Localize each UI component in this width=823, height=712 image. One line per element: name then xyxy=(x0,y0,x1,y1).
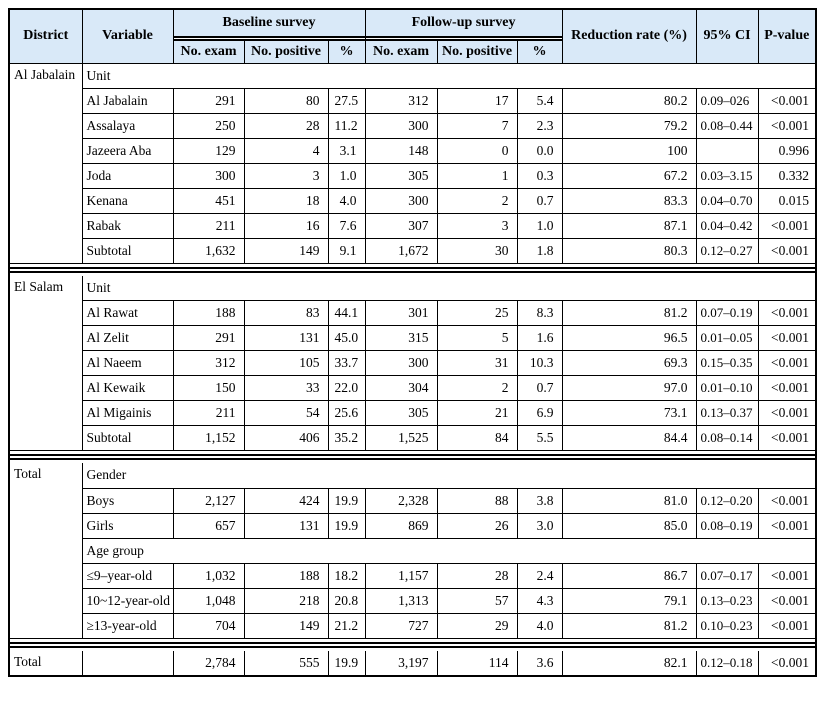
followup-percent-cell: 3.6 xyxy=(517,651,562,676)
baseline-positive-cell: 188 xyxy=(244,563,328,588)
ci-cell: 0.12–0.20 xyxy=(696,488,758,513)
section-divider-cell xyxy=(9,638,816,651)
section-divider-cell xyxy=(9,263,816,276)
baseline-positive-cell: 3 xyxy=(244,163,328,188)
table-row xyxy=(9,401,816,426)
followup-exam-cell: 2,328 xyxy=(365,488,437,513)
header-district: District xyxy=(9,9,82,63)
table-row xyxy=(9,113,816,138)
pvalue-cell: <0.001 xyxy=(758,88,816,113)
variable-cell: 10~12-year-old xyxy=(82,588,173,613)
reduction-rate-cell: 97.0 xyxy=(562,376,696,401)
followup-positive-cell: 28 xyxy=(437,563,517,588)
district-cell: Al Jabalain xyxy=(9,63,82,263)
pvalue-cell: <0.001 xyxy=(758,326,816,351)
variable-cell: Subtotal xyxy=(82,238,173,263)
group-label-cell: Gender xyxy=(82,463,816,488)
variable-cell: Joda xyxy=(82,163,173,188)
reduction-rate-cell: 79.2 xyxy=(562,113,696,138)
baseline-positive-cell: 33 xyxy=(244,376,328,401)
ci-cell: 0.12–0.27 xyxy=(696,238,758,263)
ci-cell: 0.04–0.70 xyxy=(696,188,758,213)
baseline-exam-cell: 150 xyxy=(173,376,244,401)
followup-exam-cell: 300 xyxy=(365,188,437,213)
reduction-rate-cell: 82.1 xyxy=(562,651,696,676)
reduction-rate-cell: 80.2 xyxy=(562,88,696,113)
followup-positive-cell: 2 xyxy=(437,376,517,401)
baseline-exam-cell: 291 xyxy=(173,88,244,113)
header-baseline-survey: Baseline survey xyxy=(173,9,365,37)
baseline-exam-cell: 300 xyxy=(173,163,244,188)
section-divider xyxy=(9,451,816,464)
baseline-exam-cell: 1,048 xyxy=(173,588,244,613)
header-95-ci: 95% CI xyxy=(696,9,758,63)
reduction-rate-cell: 69.3 xyxy=(562,351,696,376)
baseline-percent-cell: 19.9 xyxy=(328,488,365,513)
pvalue-cell: <0.001 xyxy=(758,513,816,538)
followup-exam-cell: 727 xyxy=(365,613,437,638)
baseline-percent-cell: 9.1 xyxy=(328,238,365,263)
table-row xyxy=(9,301,816,326)
table-row xyxy=(9,376,816,401)
ci-cell: 0.08–0.44 xyxy=(696,113,758,138)
header-followup-survey: Follow-up survey xyxy=(365,9,562,37)
followup-positive-cell: 7 xyxy=(437,113,517,138)
baseline-percent-cell: 21.2 xyxy=(328,613,365,638)
baseline-positive-cell: 149 xyxy=(244,613,328,638)
variable-cell: ≤9–year-old xyxy=(82,563,173,588)
header-no-exam: No. exam xyxy=(173,40,244,63)
baseline-percent-cell: 11.2 xyxy=(328,113,365,138)
pvalue-cell: <0.001 xyxy=(758,351,816,376)
ci-cell: 0.10–0.23 xyxy=(696,613,758,638)
baseline-exam-cell: 211 xyxy=(173,401,244,426)
ci-cell: 0.07–0.17 xyxy=(696,563,758,588)
double-rule xyxy=(10,267,815,273)
followup-percent-cell: 0.7 xyxy=(517,376,562,401)
baseline-exam-cell: 2,127 xyxy=(173,488,244,513)
footer-total-row xyxy=(9,651,816,676)
baseline-percent-cell: 45.0 xyxy=(328,326,365,351)
district-cell: Total xyxy=(9,651,82,676)
reduction-rate-cell: 73.1 xyxy=(562,401,696,426)
table-row xyxy=(9,163,816,188)
pvalue-cell: <0.001 xyxy=(758,588,816,613)
followup-percent-cell: 1.6 xyxy=(517,326,562,351)
group-label-row xyxy=(9,463,816,488)
baseline-positive-cell: 18 xyxy=(244,188,328,213)
followup-percent-cell: 2.3 xyxy=(517,113,562,138)
table-row xyxy=(9,426,816,451)
followup-percent-cell: 2.4 xyxy=(517,563,562,588)
followup-percent-cell: 5.4 xyxy=(517,88,562,113)
followup-positive-cell: 31 xyxy=(437,351,517,376)
followup-percent-cell: 4.0 xyxy=(517,613,562,638)
followup-positive-cell: 57 xyxy=(437,588,517,613)
followup-exam-cell: 315 xyxy=(365,326,437,351)
variable-cell: Al Migainis xyxy=(82,401,173,426)
header-p-value: P-value xyxy=(758,9,816,63)
pvalue-cell: <0.001 xyxy=(758,488,816,513)
baseline-positive-cell: 149 xyxy=(244,238,328,263)
ci-cell: 0.01–0.05 xyxy=(696,326,758,351)
followup-percent-cell: 0.7 xyxy=(517,188,562,213)
followup-percent-cell: 1.8 xyxy=(517,238,562,263)
variable-cell: Assalaya xyxy=(82,113,173,138)
followup-positive-cell: 25 xyxy=(437,301,517,326)
followup-positive-cell: 0 xyxy=(437,138,517,163)
pvalue-cell: <0.001 xyxy=(758,426,816,451)
followup-exam-cell: 869 xyxy=(365,513,437,538)
followup-percent-cell: 10.3 xyxy=(517,351,562,376)
pvalue-cell: 0.332 xyxy=(758,163,816,188)
double-rule xyxy=(10,642,815,648)
table-row xyxy=(9,188,816,213)
group-label-row xyxy=(9,538,816,563)
followup-percent-cell: 5.5 xyxy=(517,426,562,451)
followup-percent-cell: 0.0 xyxy=(517,138,562,163)
ci-cell: 0.09–026 xyxy=(696,88,758,113)
results-table xyxy=(8,8,817,677)
baseline-positive-cell: 105 xyxy=(244,351,328,376)
table-row xyxy=(9,513,816,538)
followup-exam-cell: 304 xyxy=(365,376,437,401)
reduction-rate-cell: 81.2 xyxy=(562,301,696,326)
ci-cell: 0.08–0.19 xyxy=(696,513,758,538)
followup-exam-cell: 305 xyxy=(365,401,437,426)
followup-positive-cell: 21 xyxy=(437,401,517,426)
followup-exam-cell: 1,525 xyxy=(365,426,437,451)
variable-cell: Al Rawat xyxy=(82,301,173,326)
variable-cell: ≥13-year-old xyxy=(82,613,173,638)
baseline-percent-cell: 1.0 xyxy=(328,163,365,188)
reduction-rate-cell: 85.0 xyxy=(562,513,696,538)
reduction-rate-cell: 67.2 xyxy=(562,163,696,188)
baseline-exam-cell: 291 xyxy=(173,326,244,351)
followup-exam-cell: 300 xyxy=(365,113,437,138)
group-label-cell: Age group xyxy=(82,538,816,563)
reduction-rate-cell: 87.1 xyxy=(562,213,696,238)
baseline-positive-cell: 218 xyxy=(244,588,328,613)
followup-positive-cell: 17 xyxy=(437,88,517,113)
pvalue-cell: <0.001 xyxy=(758,301,816,326)
followup-exam-cell: 3,197 xyxy=(365,651,437,676)
variable-cell: Al Kewaik xyxy=(82,376,173,401)
baseline-percent-cell: 25.6 xyxy=(328,401,365,426)
baseline-exam-cell: 657 xyxy=(173,513,244,538)
table-row xyxy=(9,351,816,376)
pvalue-cell: 0.015 xyxy=(758,188,816,213)
group-label-cell: Unit xyxy=(82,276,816,301)
ci-cell: 0.13–0.37 xyxy=(696,401,758,426)
ci-cell: 0.13–0.23 xyxy=(696,588,758,613)
baseline-exam-cell: 129 xyxy=(173,138,244,163)
variable-cell: Al Naeem xyxy=(82,351,173,376)
followup-positive-cell: 26 xyxy=(437,513,517,538)
followup-percent-cell: 0.3 xyxy=(517,163,562,188)
baseline-positive-cell: 16 xyxy=(244,213,328,238)
ci-cell: 0.01–0.10 xyxy=(696,376,758,401)
pvalue-cell: <0.001 xyxy=(758,213,816,238)
baseline-positive-cell: 424 xyxy=(244,488,328,513)
table-row xyxy=(9,88,816,113)
followup-exam-cell: 300 xyxy=(365,351,437,376)
ci-cell: 0.12–0.18 xyxy=(696,651,758,676)
followup-positive-cell: 1 xyxy=(437,163,517,188)
reduction-rate-cell: 79.1 xyxy=(562,588,696,613)
pvalue-cell: <0.001 xyxy=(758,113,816,138)
baseline-exam-cell: 704 xyxy=(173,613,244,638)
table-row xyxy=(9,563,816,588)
followup-percent-cell: 3.0 xyxy=(517,513,562,538)
variable-cell: Jazeera Aba xyxy=(82,138,173,163)
followup-positive-cell: 3 xyxy=(437,213,517,238)
baseline-percent-cell: 44.1 xyxy=(328,301,365,326)
reduction-rate-cell: 83.3 xyxy=(562,188,696,213)
table-row xyxy=(9,613,816,638)
header-row-groups xyxy=(9,9,816,37)
table-row xyxy=(9,326,816,351)
section-divider xyxy=(9,638,816,651)
baseline-percent-cell: 4.0 xyxy=(328,188,365,213)
baseline-positive-cell: 131 xyxy=(244,326,328,351)
ci-cell: 0.15–0.35 xyxy=(696,351,758,376)
baseline-positive-cell: 4 xyxy=(244,138,328,163)
followup-positive-cell: 30 xyxy=(437,238,517,263)
variable-cell: Subtotal xyxy=(82,426,173,451)
variable-cell: Girls xyxy=(82,513,173,538)
table-row xyxy=(9,488,816,513)
followup-positive-cell: 29 xyxy=(437,613,517,638)
header-percent: % xyxy=(517,40,562,63)
followup-percent-cell: 6.9 xyxy=(517,401,562,426)
baseline-percent-cell: 33.7 xyxy=(328,351,365,376)
variable-cell: Boys xyxy=(82,488,173,513)
baseline-exam-cell: 188 xyxy=(173,301,244,326)
pvalue-cell: <0.001 xyxy=(758,651,816,676)
header-no-positive: No. positive xyxy=(244,40,328,63)
baseline-exam-cell: 2,784 xyxy=(173,651,244,676)
followup-percent-cell: 8.3 xyxy=(517,301,562,326)
pvalue-cell: <0.001 xyxy=(758,401,816,426)
followup-exam-cell: 307 xyxy=(365,213,437,238)
ci-cell xyxy=(696,138,758,163)
followup-exam-cell: 1,672 xyxy=(365,238,437,263)
table-row xyxy=(9,213,816,238)
baseline-percent-cell: 27.5 xyxy=(328,88,365,113)
baseline-percent-cell: 18.2 xyxy=(328,563,365,588)
baseline-percent-cell: 19.9 xyxy=(328,651,365,676)
baseline-positive-cell: 555 xyxy=(244,651,328,676)
header-no-exam: No. exam xyxy=(365,40,437,63)
followup-exam-cell: 301 xyxy=(365,301,437,326)
reduction-rate-cell: 80.3 xyxy=(562,238,696,263)
ci-cell: 0.03–3.15 xyxy=(696,163,758,188)
baseline-positive-cell: 28 xyxy=(244,113,328,138)
baseline-exam-cell: 1,152 xyxy=(173,426,244,451)
baseline-exam-cell: 1,032 xyxy=(173,563,244,588)
followup-positive-cell: 5 xyxy=(437,326,517,351)
baseline-percent-cell: 20.8 xyxy=(328,588,365,613)
district-cell: El Salam xyxy=(9,276,82,451)
reduction-rate-cell: 81.2 xyxy=(562,613,696,638)
followup-exam-cell: 1,313 xyxy=(365,588,437,613)
baseline-exam-cell: 312 xyxy=(173,351,244,376)
reduction-rate-cell: 96.5 xyxy=(562,326,696,351)
followup-positive-cell: 88 xyxy=(437,488,517,513)
followup-positive-cell: 114 xyxy=(437,651,517,676)
baseline-percent-cell: 3.1 xyxy=(328,138,365,163)
section-divider-cell xyxy=(9,451,816,464)
header-reduction-rate: Reduction rate (%) xyxy=(562,9,696,63)
baseline-exam-cell: 1,632 xyxy=(173,238,244,263)
pvalue-cell: <0.001 xyxy=(758,238,816,263)
pvalue-cell: <0.001 xyxy=(758,613,816,638)
pvalue-cell: <0.001 xyxy=(758,376,816,401)
variable-cell: Rabak xyxy=(82,213,173,238)
baseline-exam-cell: 451 xyxy=(173,188,244,213)
double-rule xyxy=(10,454,815,460)
baseline-positive-cell: 83 xyxy=(244,301,328,326)
baseline-positive-cell: 406 xyxy=(244,426,328,451)
ci-cell: 0.08–0.14 xyxy=(696,426,758,451)
group-label-row xyxy=(9,63,816,88)
header-percent: % xyxy=(328,40,365,63)
ci-cell: 0.07–0.19 xyxy=(696,301,758,326)
ci-cell: 0.04–0.42 xyxy=(696,213,758,238)
followup-exam-cell: 312 xyxy=(365,88,437,113)
reduction-rate-cell: 100 xyxy=(562,138,696,163)
baseline-positive-cell: 80 xyxy=(244,88,328,113)
baseline-exam-cell: 250 xyxy=(173,113,244,138)
followup-percent-cell: 1.0 xyxy=(517,213,562,238)
district-cell: Total xyxy=(9,463,82,638)
table-row xyxy=(9,588,816,613)
baseline-percent-cell: 7.6 xyxy=(328,213,365,238)
followup-exam-cell: 1,157 xyxy=(365,563,437,588)
followup-positive-cell: 84 xyxy=(437,426,517,451)
followup-exam-cell: 148 xyxy=(365,138,437,163)
baseline-percent-cell: 19.9 xyxy=(328,513,365,538)
followup-percent-cell: 4.3 xyxy=(517,588,562,613)
header-no-positive: No. positive xyxy=(437,40,517,63)
group-label-cell: Unit xyxy=(82,63,816,88)
reduction-rate-cell: 86.7 xyxy=(562,563,696,588)
table-row xyxy=(9,138,816,163)
table-row xyxy=(9,238,816,263)
variable-cell: Al Jabalain xyxy=(82,88,173,113)
followup-positive-cell: 2 xyxy=(437,188,517,213)
reduction-rate-cell: 81.0 xyxy=(562,488,696,513)
baseline-percent-cell: 35.2 xyxy=(328,426,365,451)
followup-percent-cell: 3.8 xyxy=(517,488,562,513)
pvalue-cell: 0.996 xyxy=(758,138,816,163)
header-variable: Variable xyxy=(82,9,173,63)
reduction-rate-cell: 84.4 xyxy=(562,426,696,451)
pvalue-cell: <0.001 xyxy=(758,563,816,588)
followup-exam-cell: 305 xyxy=(365,163,437,188)
variable-cell: Kenana xyxy=(82,188,173,213)
baseline-positive-cell: 131 xyxy=(244,513,328,538)
variable-cell xyxy=(82,651,173,676)
baseline-exam-cell: 211 xyxy=(173,213,244,238)
baseline-percent-cell: 22.0 xyxy=(328,376,365,401)
section-divider xyxy=(9,263,816,276)
baseline-positive-cell: 54 xyxy=(244,401,328,426)
group-label-row xyxy=(9,276,816,301)
variable-cell: Al Zelit xyxy=(82,326,173,351)
